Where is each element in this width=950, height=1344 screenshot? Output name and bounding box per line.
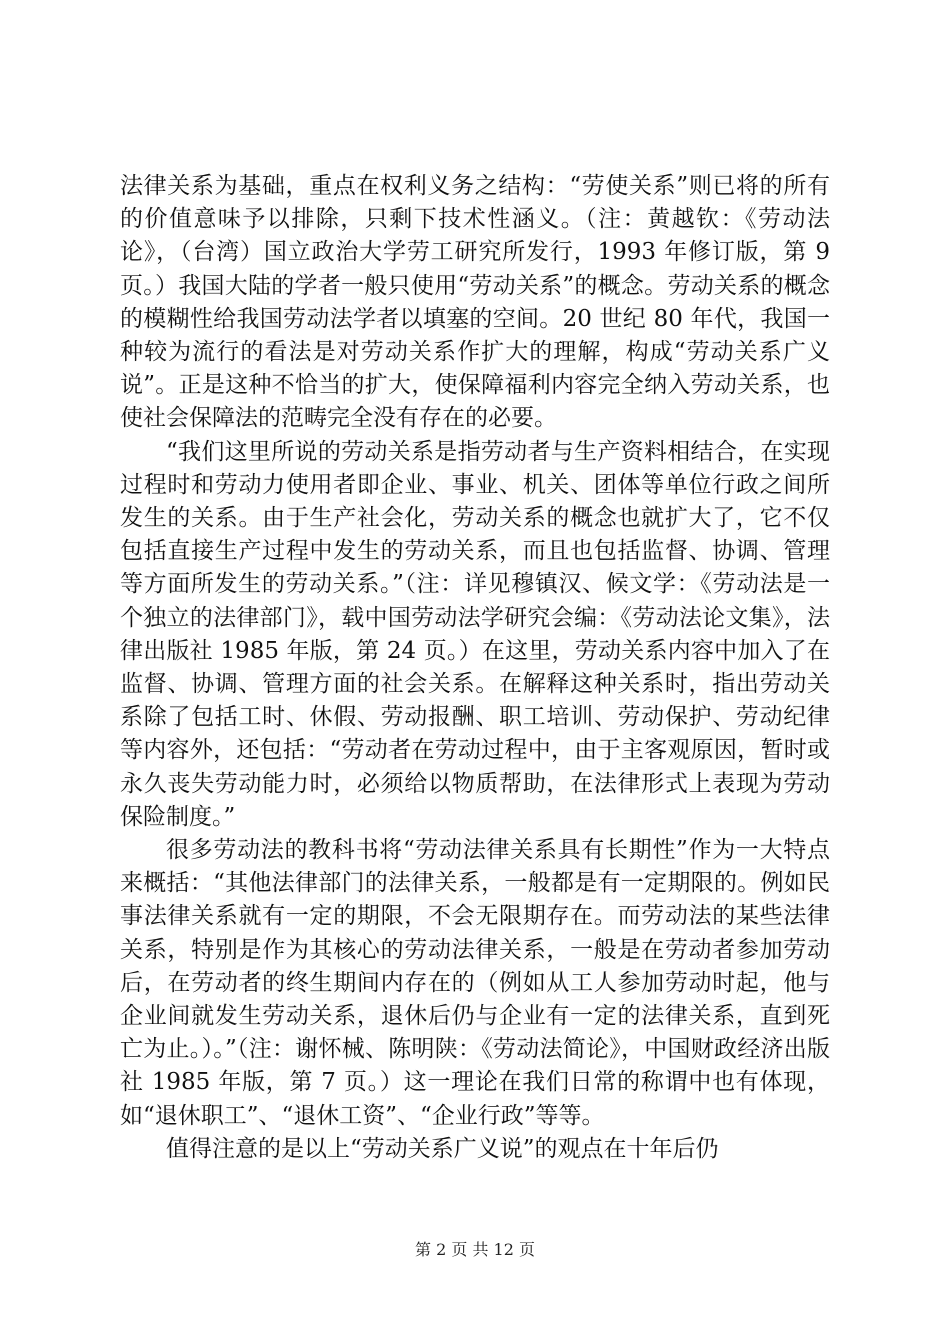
page-number-footer: 第 2 页 共 12 页: [415, 1240, 535, 1259]
paragraph-3: 很多劳动法的教科书将“劳动法律关系具有长期性”作为一大特点来概括：“其他法律部门的法律关系，一般都是有一定期限的。例如民事法律关系就有一定的期限，不会无限期存在。而劳动法的某些法律关系，特别是作为其核心的劳动法律关系，一般是在劳动者参加劳动后，在劳动者的终生期间内存在的（例如从工人参加劳动时起，他与企业间就发生劳动关系，退休后仍与企业有一定的法律关系，直到死亡为止。）。”（注：谢怀械、陈明陕：《劳动法简论》，中国财政经济出版社 1985 年版，第 7 页。）这一理论在我们日常的称谓中也有体现，如“退休职工”、“退休工资”、“企业行政”等等。: [120, 837, 830, 1129]
paragraph-1: 法律关系为基础，重点在权利义务之结构：“劳使关系”则已将的所有的价值意味予以排除，只剩下技术性涵义。（注：黄越钦：《劳动法论》，（台湾）国立政治大学劳工研究所发行，1993 年修订版，第 9 页。）我国大陆的学者一般只使用“劳动关系”的概念。劳动关系的概念的模糊性给我国劳动法学者以填塞的空间。20 世纪 80 年代，我国一种较为流行的看法是对劳动关系作扩大的理解，构成“劳动关系广义说”。正是这种不恰当的扩大，使保障福利内容完全纳入劳动关系，也使社会保障法的范畴完全没有存在的必要。: [120, 173, 830, 432]
document-body: [120, 170, 830, 1166]
paragraph-4: 值得注意的是以上“劳动关系广义说”的观点在十年后仍: [166, 1135, 719, 1162]
paragraph-2: “我们这里所说的劳动关系是指劳动者与生产资料相结合，在实现过程时和劳动力使用者即企业、事业、机关、团体等单位行政之间所发生的关系。由于生产社会化，劳动关系的概念也就扩大了，它不仅包括直接生产过程中发生的劳动关系，而且也包括监督、协调、管理等方面所发生的劳动关系。”（注：详见穆镇汉、候文学：《劳动法是一个独立的法律部门》，载中国劳动法学研究会编：《劳动法论文集》，法律出版社 1985 年版，第 24 页。）在这里，劳动关系内容中加入了在监督、协调、管理方面的社会关系。在解释这种关系时，指出劳动关系除了包括工时、休假、劳动报酬、职工培训、劳动保护、劳动纪律等内容外，还包括：“劳动者在劳动过程中，由于主客观原因，暂时或永久丧失劳动能力时，必须给以物质帮助，在法律形式上表现为劳动保险制度。”: [120, 438, 830, 830]
